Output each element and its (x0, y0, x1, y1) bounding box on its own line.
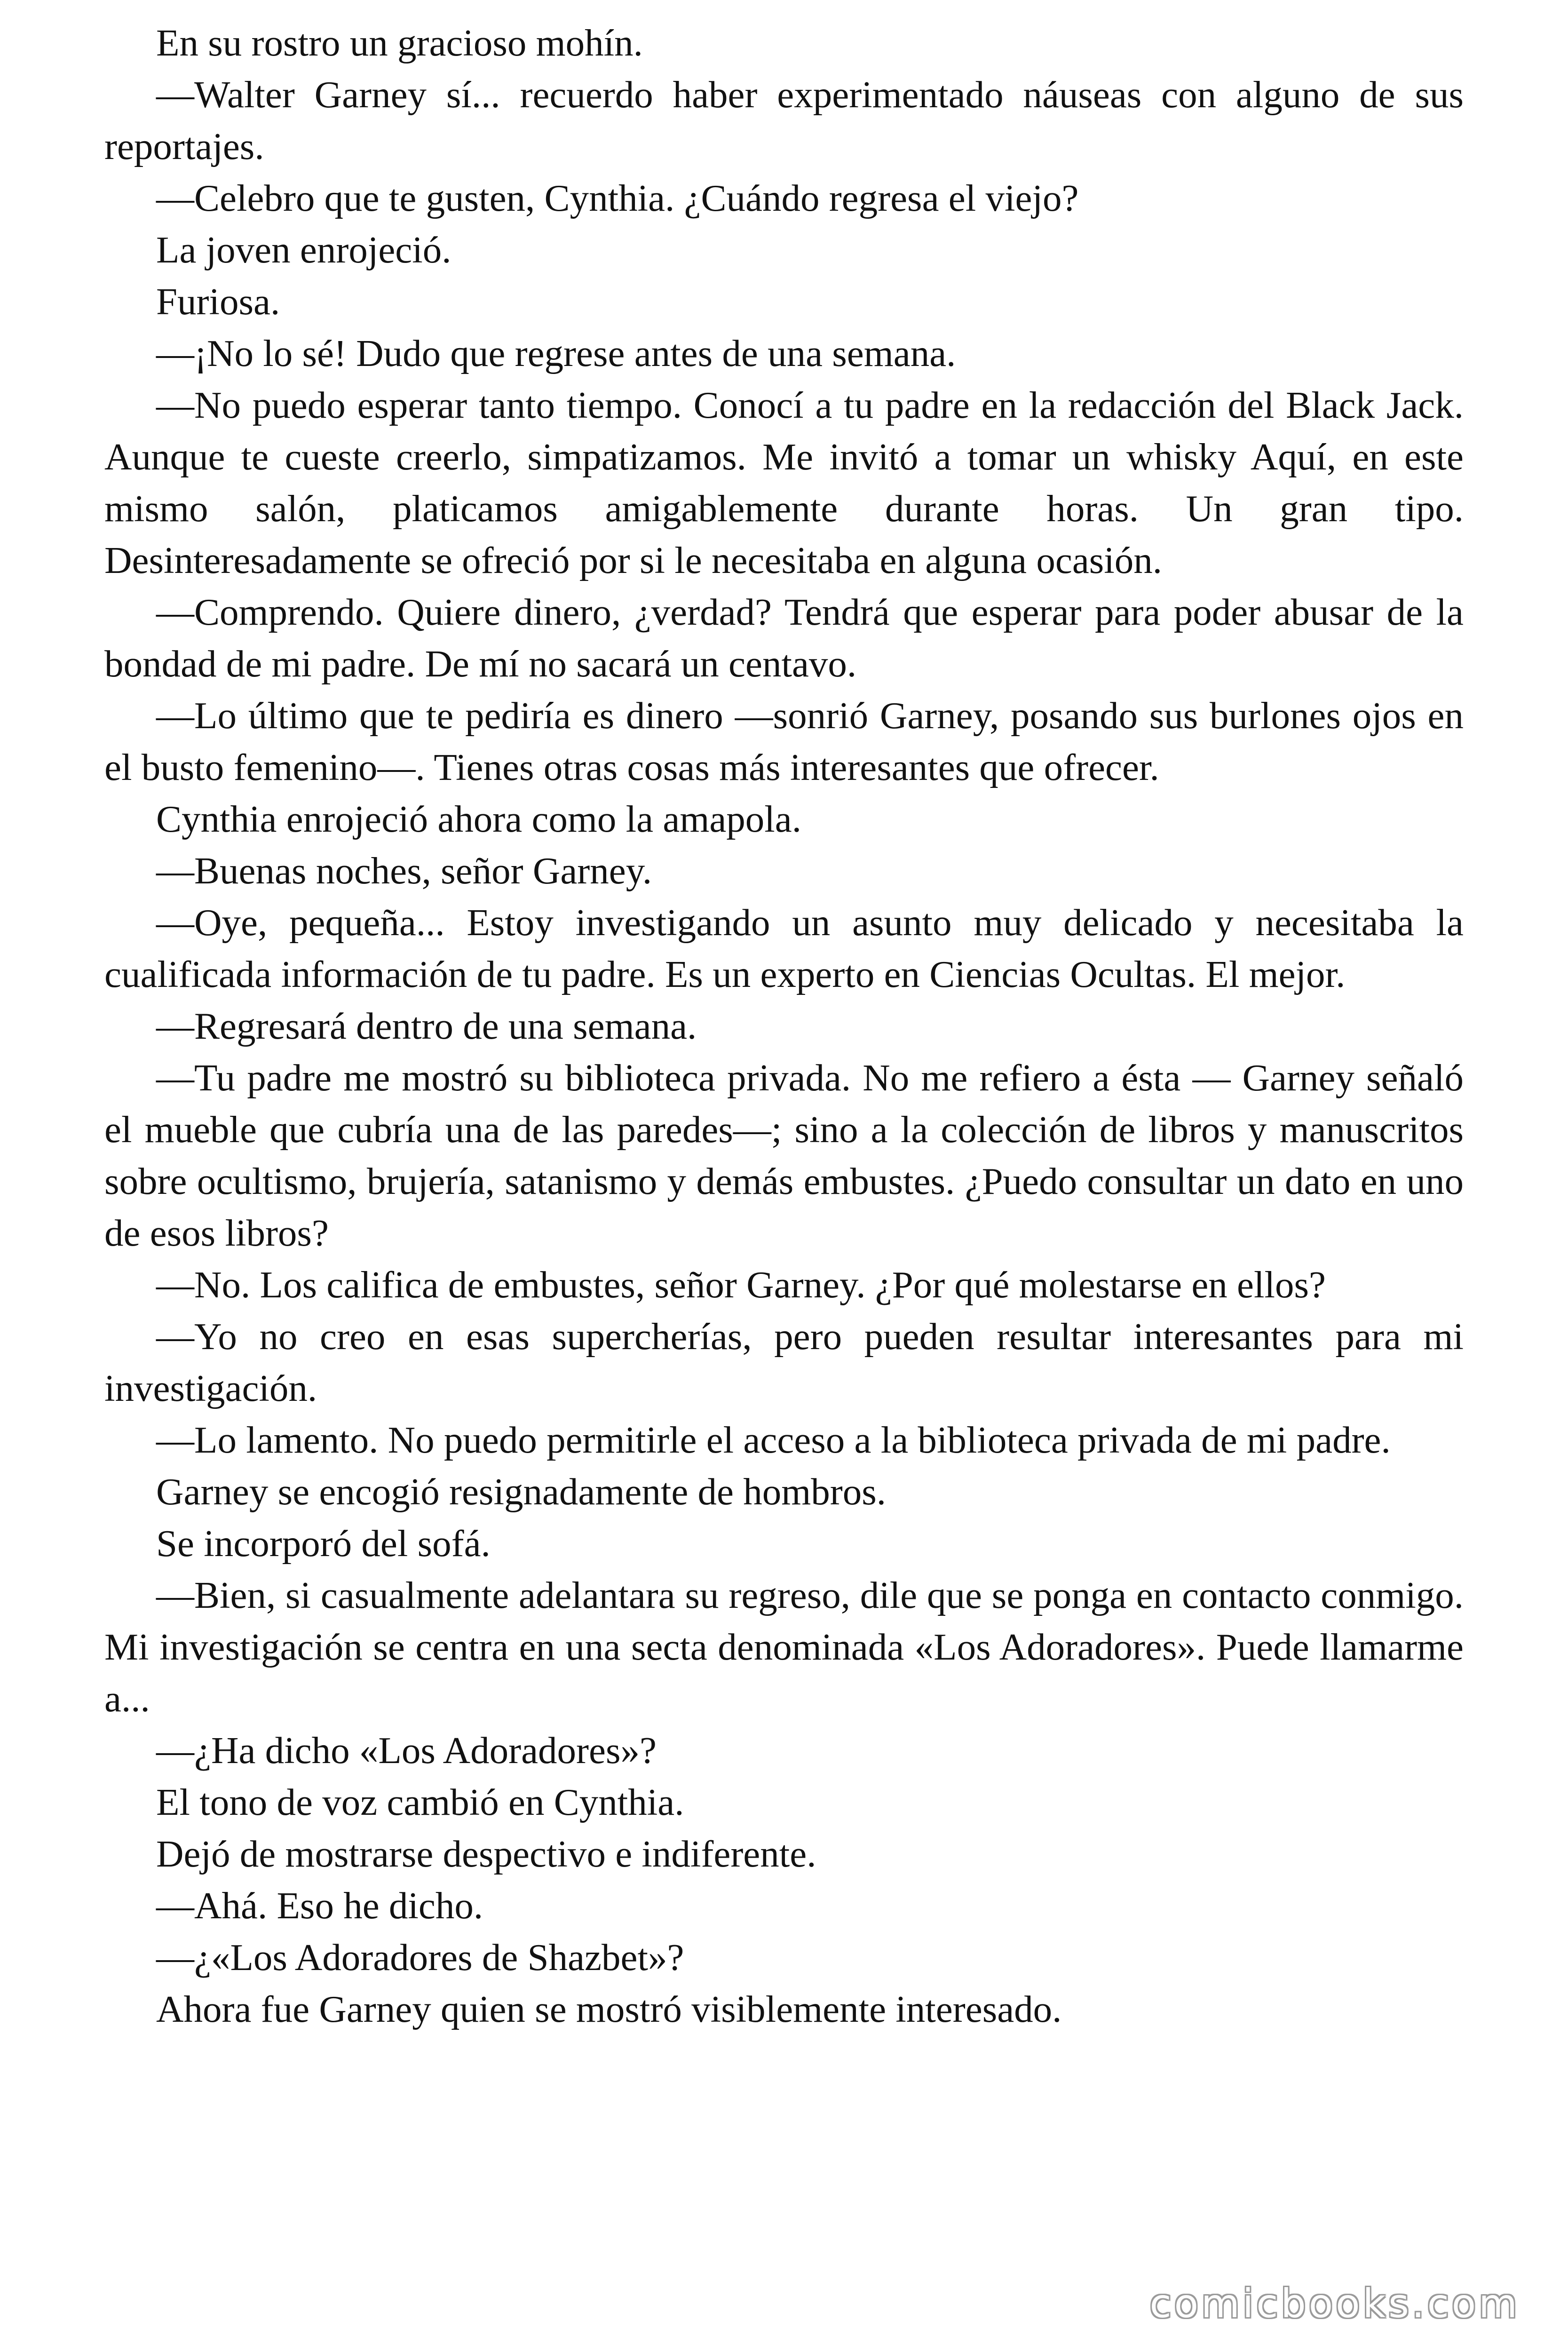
paragraph: —Ahá. Eso he dicho. (156, 1884, 483, 1927)
paragraph: —No. Los califica de embustes, señor Garney. ¿Por qué molestarse en ellos? (156, 1263, 1326, 1306)
paragraph: —Tu padre me mostró su biblioteca privada. No me refiero a ésta — Garney señaló el mueble que cubría una de las paredes—; sino a la colección de libros y manuscritos sobre ocultismo, brujería, satanismo y demás embustes. ¿Puedo consultar un dato en uno de esos libros? (104, 1057, 1464, 1254)
paragraph: —Buenas noches, señor Garney. (156, 850, 652, 892)
paragraph: Garney se encogió resignadamente de hombros. (156, 1470, 886, 1513)
paragraph: Furiosa. (156, 280, 280, 323)
paragraph: Cynthia enrojeció ahora como la amapola. (156, 798, 801, 840)
paragraph: —Oye, pequeña... Estoy investigando un asunto muy delicado y necesitaba la cualificada información de tu padre. Es un experto en Ciencias Ocultas. El mejor. (104, 901, 1464, 995)
paragraph: La joven enrojeció. (156, 229, 451, 271)
paragraph: —Bien, si casualmente adelantara su regreso, dile que se ponga en contacto conmigo. Mi investigación se centra en una secta denominada «Los Adoradores». Puede llamarme a... (104, 1574, 1464, 1720)
paragraph: —Regresará dentro de una semana. (156, 1005, 697, 1047)
paragraph: —Comprendo. Quiere dinero, ¿verdad? Tendrá que esperar para poder abusar de la bondad de mi padre. De mí no sacará un centavo. (104, 591, 1464, 685)
paragraph: —No puedo esperar tanto tiempo. Conocí a tu padre en la redacción del Black Jack. Aunque te cueste creerlo, simpatizamos. Me invitó a tomar un whisky Aquí, en este mismo salón, platicamos amigablemente durante horas. Un gran tipo. Desinteresadamente se ofreció por si le necesitaba en alguna ocasión. (104, 384, 1464, 581)
paragraph: Ahora fue Garney quien se mostró visiblemente interesado. (156, 1988, 1062, 2030)
paragraph: —Lo lamento. No puedo permitirle el acceso a la biblioteca privada de mi padre. (156, 1419, 1391, 1461)
paragraph: —Yo no creo en esas supercherías, pero pueden resultar interesantes para mi investigación. (104, 1315, 1464, 1409)
paragraph: —¿Ha dicho «Los Adoradores»? (156, 1729, 657, 1772)
paragraph: —Lo último que te pediría es dinero —sonrió Garney, posando sus burlones ojos en el busto femenino—. Tienes otras cosas más interesantes que ofrecer. (104, 694, 1464, 788)
paragraph: —¿«Los Adoradores de Shazbet»? (156, 1936, 684, 1979)
paragraph: Dejó de mostrarse despectivo e indiferente. (156, 1833, 816, 1875)
paragraph: En su rostro un gracioso mohín. (156, 22, 643, 64)
paragraph: —¡No lo sé! Dudo que regrese antes de una semana. (156, 332, 956, 374)
book-page (104, 17, 1464, 2336)
paragraph: El tono de voz cambió en Cynthia. (156, 1781, 684, 1823)
paragraph: —Celebro que te gusten, Cynthia. ¿Cuándo regresa el viejo? (156, 177, 1079, 219)
paragraph: —Walter Garney sí... recuerdo haber experimentado náuseas con alguno de sus reportajes. (104, 73, 1464, 167)
paragraph: Se incorporó del sofá. (156, 1522, 491, 1565)
watermark: comicbooks.com (1149, 2280, 1520, 2327)
